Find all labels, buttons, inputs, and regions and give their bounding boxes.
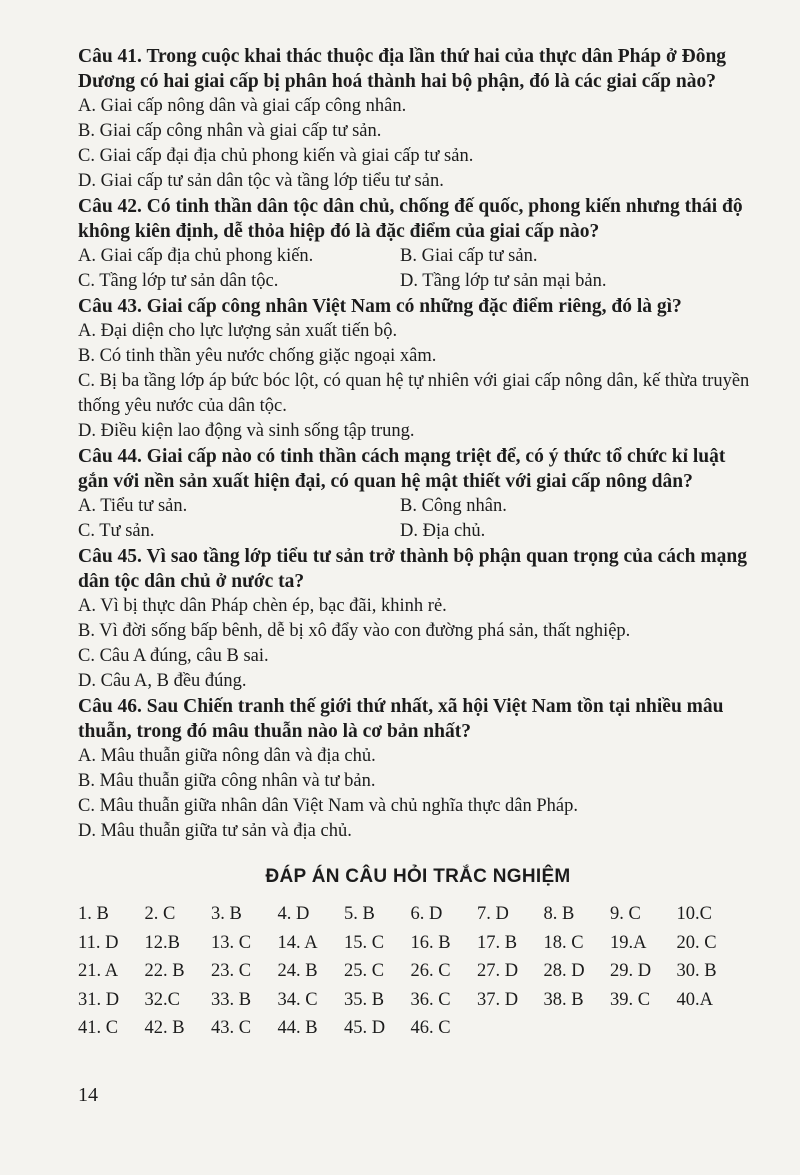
answer-item: 46. C: [410, 1018, 451, 1038]
answer-item: 17. B: [477, 932, 518, 953]
answer-item: 35. B: [344, 989, 385, 1010]
answer-item: 25. C: [344, 961, 385, 981]
page-number: 14: [78, 1084, 98, 1106]
question-43: [78, 294, 758, 444]
answer-item: 36. C: [410, 989, 451, 1010]
option-b: B. Giai cấp công nhân và giai cấp tư sản.: [78, 121, 382, 141]
question-text: Câu 46. Sau Chiến tranh thế giới thứ nhất, xã hội Việt Nam tồn tại nhiều mâu thuẫn, trong đó mâu thuẫn nào là cơ bản nhất?: [78, 696, 724, 742]
question-text: Câu 45. Vì sao tầng lớp tiểu tư sản trở thành bộ phận quan trọng của cách mạng dân tộc dân chủ ở nước ta?: [78, 546, 747, 592]
option-b: B. Công nhân.: [400, 496, 507, 516]
option-b: B. Có tinh thần yêu nước chống giặc ngoại xâm.: [78, 346, 437, 366]
answer-item: 33. B: [211, 989, 252, 1010]
answer-item: 2. C: [144, 904, 176, 924]
answer-item: 34. C: [277, 989, 318, 1010]
option-a: A. Mâu thuẫn giữa nông dân và địa chủ.: [78, 746, 376, 766]
option-d: D. Tầng lớp tư sản mại bản.: [400, 271, 607, 291]
answer-item: 31. D: [78, 989, 120, 1010]
answer-item: 11. D: [78, 932, 119, 953]
answer-item: 27. D: [477, 961, 519, 981]
answer-item: 21. A: [78, 961, 119, 981]
answer-item: 16. B: [410, 932, 451, 953]
answer-item: 28. D: [543, 961, 585, 981]
page-content: [78, 44, 758, 1043]
answer-item: 22. B: [144, 961, 185, 981]
answer-item: 6. D: [410, 904, 443, 924]
answer-item: 9. C: [610, 904, 641, 924]
option-b: B. Vì đời sống bấp bênh, dễ bị xô đẩy vào con đường phá sản, thất nghiệp.: [78, 621, 631, 641]
option-d: D. Điều kiện lao động và sinh sống tập trung.: [78, 421, 415, 441]
option-c: C. Bị ba tầng lớp áp bức bóc lột, có quan hệ tự nhiên với giai cấp nông dân, kế thừa truyền thống yêu nước của dân tộc.: [78, 371, 750, 416]
answer-item: 29. D: [610, 961, 652, 981]
option-a: A. Giai cấp địa chủ phong kiến.: [78, 246, 314, 266]
question-41: [78, 44, 758, 194]
question-text: Câu 44. Giai cấp nào có tinh thần cách mạng triệt để, có ý thức tổ chức kỉ luật gắn với nền sản xuất hiện đại, có quan hệ mật thiết với giai cấp nông dân?: [78, 446, 726, 492]
answer-item: 30. B: [676, 961, 717, 981]
option-a: A. Vì bị thực dân Pháp chèn ép, bạc đãi, khinh rẻ.: [78, 596, 447, 616]
answer-item: 23. C: [211, 961, 252, 981]
question-45: [78, 544, 758, 694]
options-grid: [78, 244, 758, 294]
option-a: A. Giai cấp nông dân và giai cấp công nhân.: [78, 96, 407, 116]
answer-item: 39. C: [610, 989, 651, 1010]
option-d: D. Câu A, B đều đúng.: [78, 671, 247, 691]
question-text: Câu 42. Có tinh thần dân tộc dân chủ, chống đế quốc, phong kiến nhưng thái độ không kiên định, dễ thỏa hiệp đó là đặc điểm của giai cấp nào?: [78, 196, 743, 242]
option-d: D. Địa chủ.: [400, 521, 486, 541]
option-b: B. Giai cấp tư sản.: [400, 246, 538, 266]
answer-item: 40.A: [676, 989, 713, 1010]
answer-item: 18. C: [543, 932, 584, 953]
answer-item: 24. B: [277, 961, 318, 981]
option-c: C. Mâu thuẫn giữa nhân dân Việt Nam và chủ nghĩa thực dân Pháp.: [78, 796, 579, 816]
option-c: C. Tầng lớp tư sản dân tộc.: [78, 271, 279, 291]
answer-item: 1. B: [78, 904, 109, 924]
answer-item: 37. D: [477, 989, 519, 1010]
answer-item: 12.B: [144, 932, 180, 953]
answer-item: 32.C: [144, 989, 180, 1010]
option-a: A. Tiểu tư sản.: [78, 496, 188, 516]
answer-key-title: ĐÁP ÁN CÂU HỎI TRẮC NGHIỆM: [265, 866, 571, 887]
option-c: C. Câu A đúng, câu B sai.: [78, 646, 269, 666]
option-c: C. Giai cấp đại địa chủ phong kiến và giai cấp tư sản.: [78, 146, 474, 166]
option-d: D. Giai cấp tư sản dân tộc và tầng lớp tiểu tư sản.: [78, 171, 444, 191]
option-a: A. Đại diện cho lực lượng sản xuất tiến bộ.: [78, 321, 398, 341]
answer-item: 38. B: [543, 989, 584, 1010]
question-text: Câu 41. Trong cuộc khai thác thuộc địa lần thứ hai của thực dân Pháp ở Đông Dương có hai giai cấp bị phân hoá thành hai bộ phận, đó là các giai cấp nào?: [78, 46, 727, 92]
question-44: [78, 444, 758, 544]
answer-item: 13. C: [211, 932, 252, 953]
answer-item: 3. B: [211, 904, 242, 924]
answer-item: 4. D: [277, 904, 310, 924]
answer-item: 8. B: [543, 904, 575, 924]
options-grid: [78, 494, 758, 544]
answer-item: 20. C: [676, 932, 717, 953]
answer-item: 5. B: [344, 904, 375, 924]
answer-item: 45. D: [344, 1018, 386, 1038]
answer-item: 14. A: [277, 932, 318, 953]
question-text: Câu 43. Giai cấp công nhân Việt Nam có những đặc điểm riêng, đó là gì?: [78, 296, 682, 317]
answer-item: 41. C: [78, 1018, 119, 1038]
answer-item: 7. D: [477, 904, 509, 924]
question-46: [78, 694, 758, 844]
option-b: B. Mâu thuẫn giữa công nhân và tư bản.: [78, 771, 376, 791]
answer-item: 15. C: [344, 932, 385, 953]
answer-item: 19.A: [610, 932, 647, 953]
question-42: [78, 194, 758, 294]
answer-item: 26. C: [410, 961, 451, 981]
answer-item: 42. B: [144, 1018, 185, 1038]
answer-item: 10.C: [676, 904, 712, 924]
answer-item: 44. B: [277, 1018, 318, 1038]
answer-item: 43. C: [211, 1018, 252, 1038]
option-d: D. Mâu thuẫn giữa tư sản và địa chủ.: [78, 821, 352, 841]
answer-key-grid: [78, 900, 758, 1043]
option-c: C. Tư sản.: [78, 521, 155, 541]
